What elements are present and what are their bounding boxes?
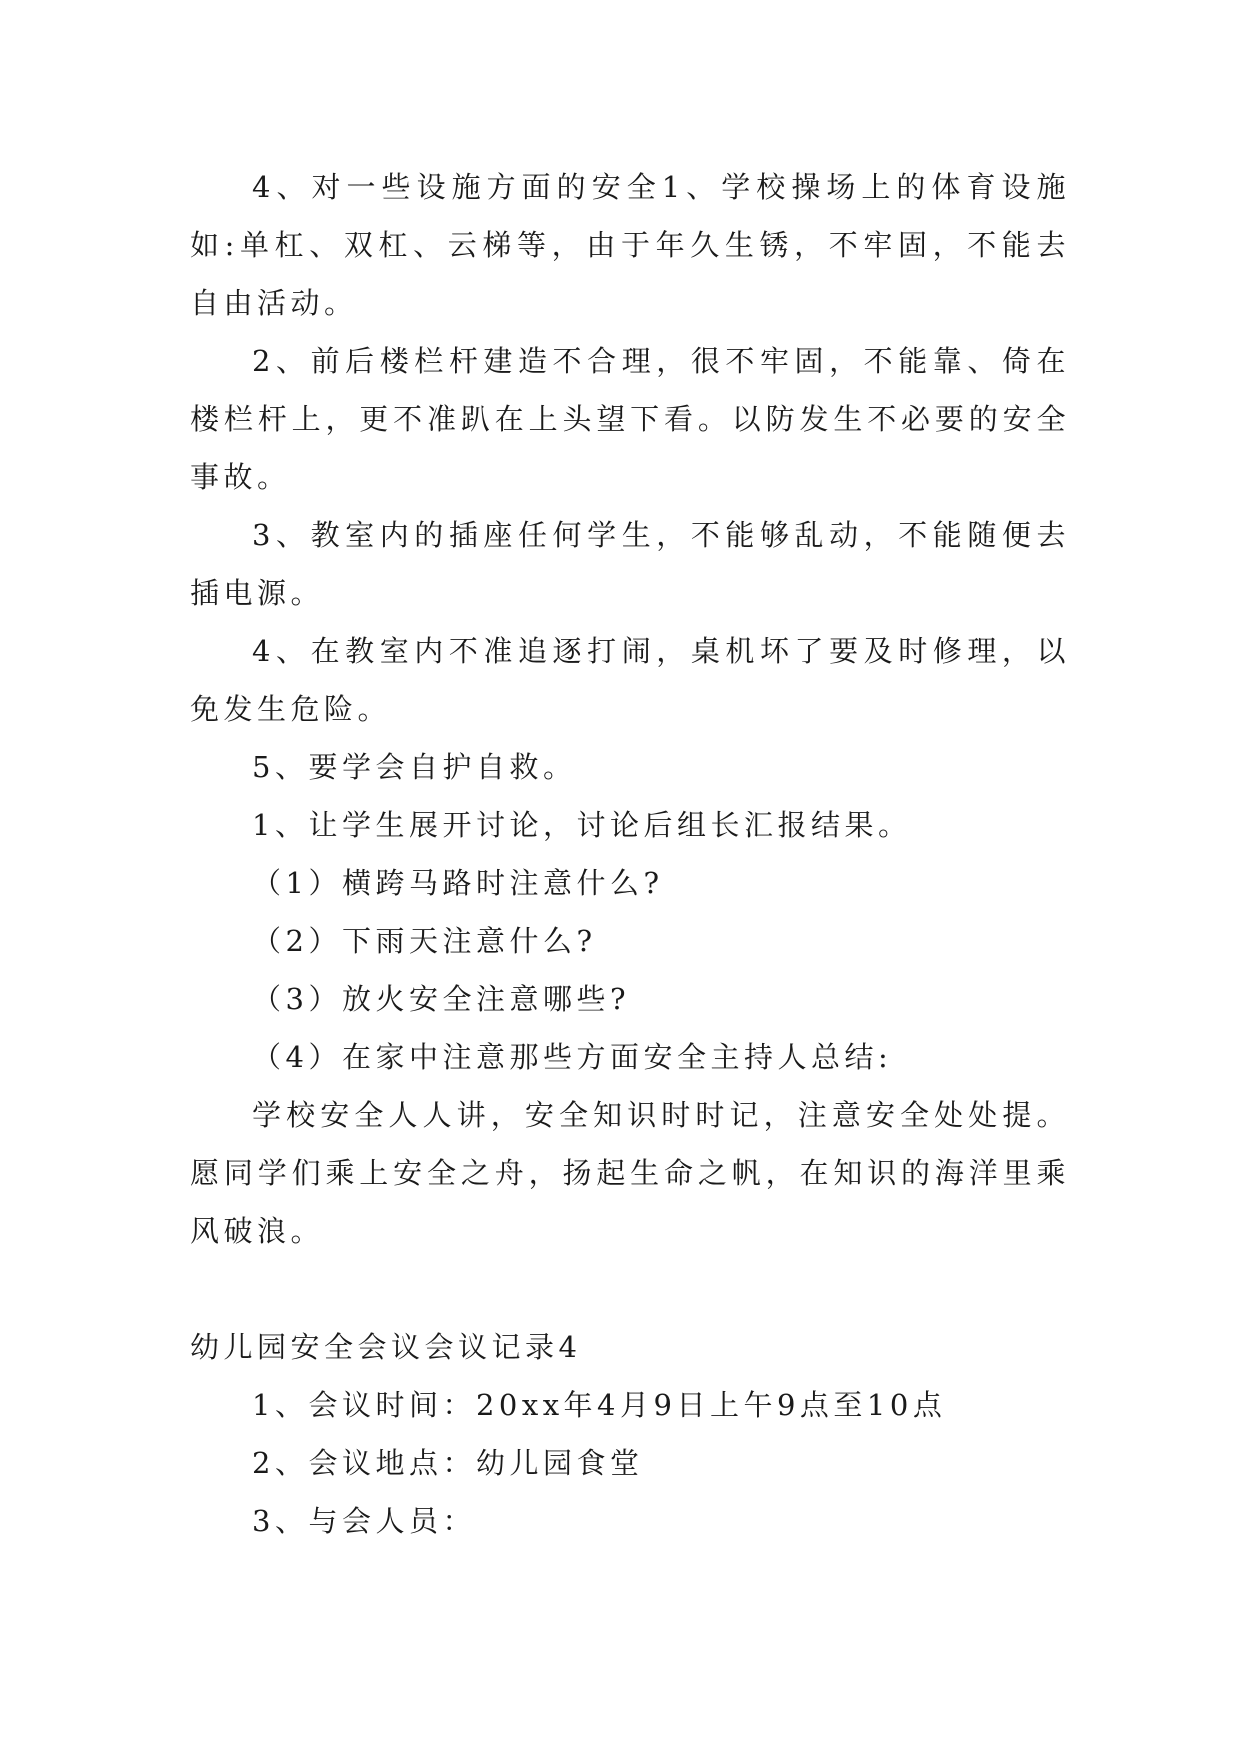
paragraph-classroom-safety: 4、在教室内不准追逐打闹，桌机坏了要及时修理，以免发生危险。 xyxy=(190,634,1070,726)
meeting-attendees: 3、与会人员： xyxy=(252,1504,476,1538)
question-item: （1）横跨马路时注意什么? xyxy=(252,866,664,900)
paragraph-closing: 学校安全人人讲，安全知识时时记，注意安全处处提。愿同学们乘上安全之舟，扬起生命之帆，在知识的海洋里乘风破浪。 xyxy=(190,1098,1070,1248)
question-item: （3）放火安全注意哪些? xyxy=(252,982,630,1016)
question-item: （4）在家中注意那些方面安全主持人总结: xyxy=(252,1040,893,1074)
paragraph-discussion: 1、让学生展开讨论，讨论后组长汇报结果。 xyxy=(252,808,912,842)
paragraph-self-protection: 5、要学会自护自救。 xyxy=(252,750,577,784)
paragraph-railing-safety: 2、前后楼栏杆建造不合理，很不牢固，不能靠、倚在楼栏杆上，更不准趴在上头望下看。以防发生不必要的安全事故。 xyxy=(190,344,1070,494)
section-title: 幼儿园安全会议会议记录4 xyxy=(190,1330,582,1364)
document-body xyxy=(190,158,1070,1550)
meeting-time: 1、会议时间：20xx年4月9日上午9点至10点 xyxy=(252,1388,947,1422)
paragraph-socket-safety: 3、教室内的插座任何学生，不能够乱动，不能随便去插电源。 xyxy=(190,518,1070,610)
paragraph-facility-safety: 4、对一些设施方面的安全1、学校操场上的体育设施如:单杠、双杠、云梯等，由于年久生锈，不牢固，不能去自由活动。 xyxy=(190,170,1070,320)
meeting-location: 2、会议地点：幼儿园食堂 xyxy=(252,1446,644,1480)
section-spacer xyxy=(190,1260,1070,1318)
question-item: （2）下雨天注意什么? xyxy=(252,924,597,958)
